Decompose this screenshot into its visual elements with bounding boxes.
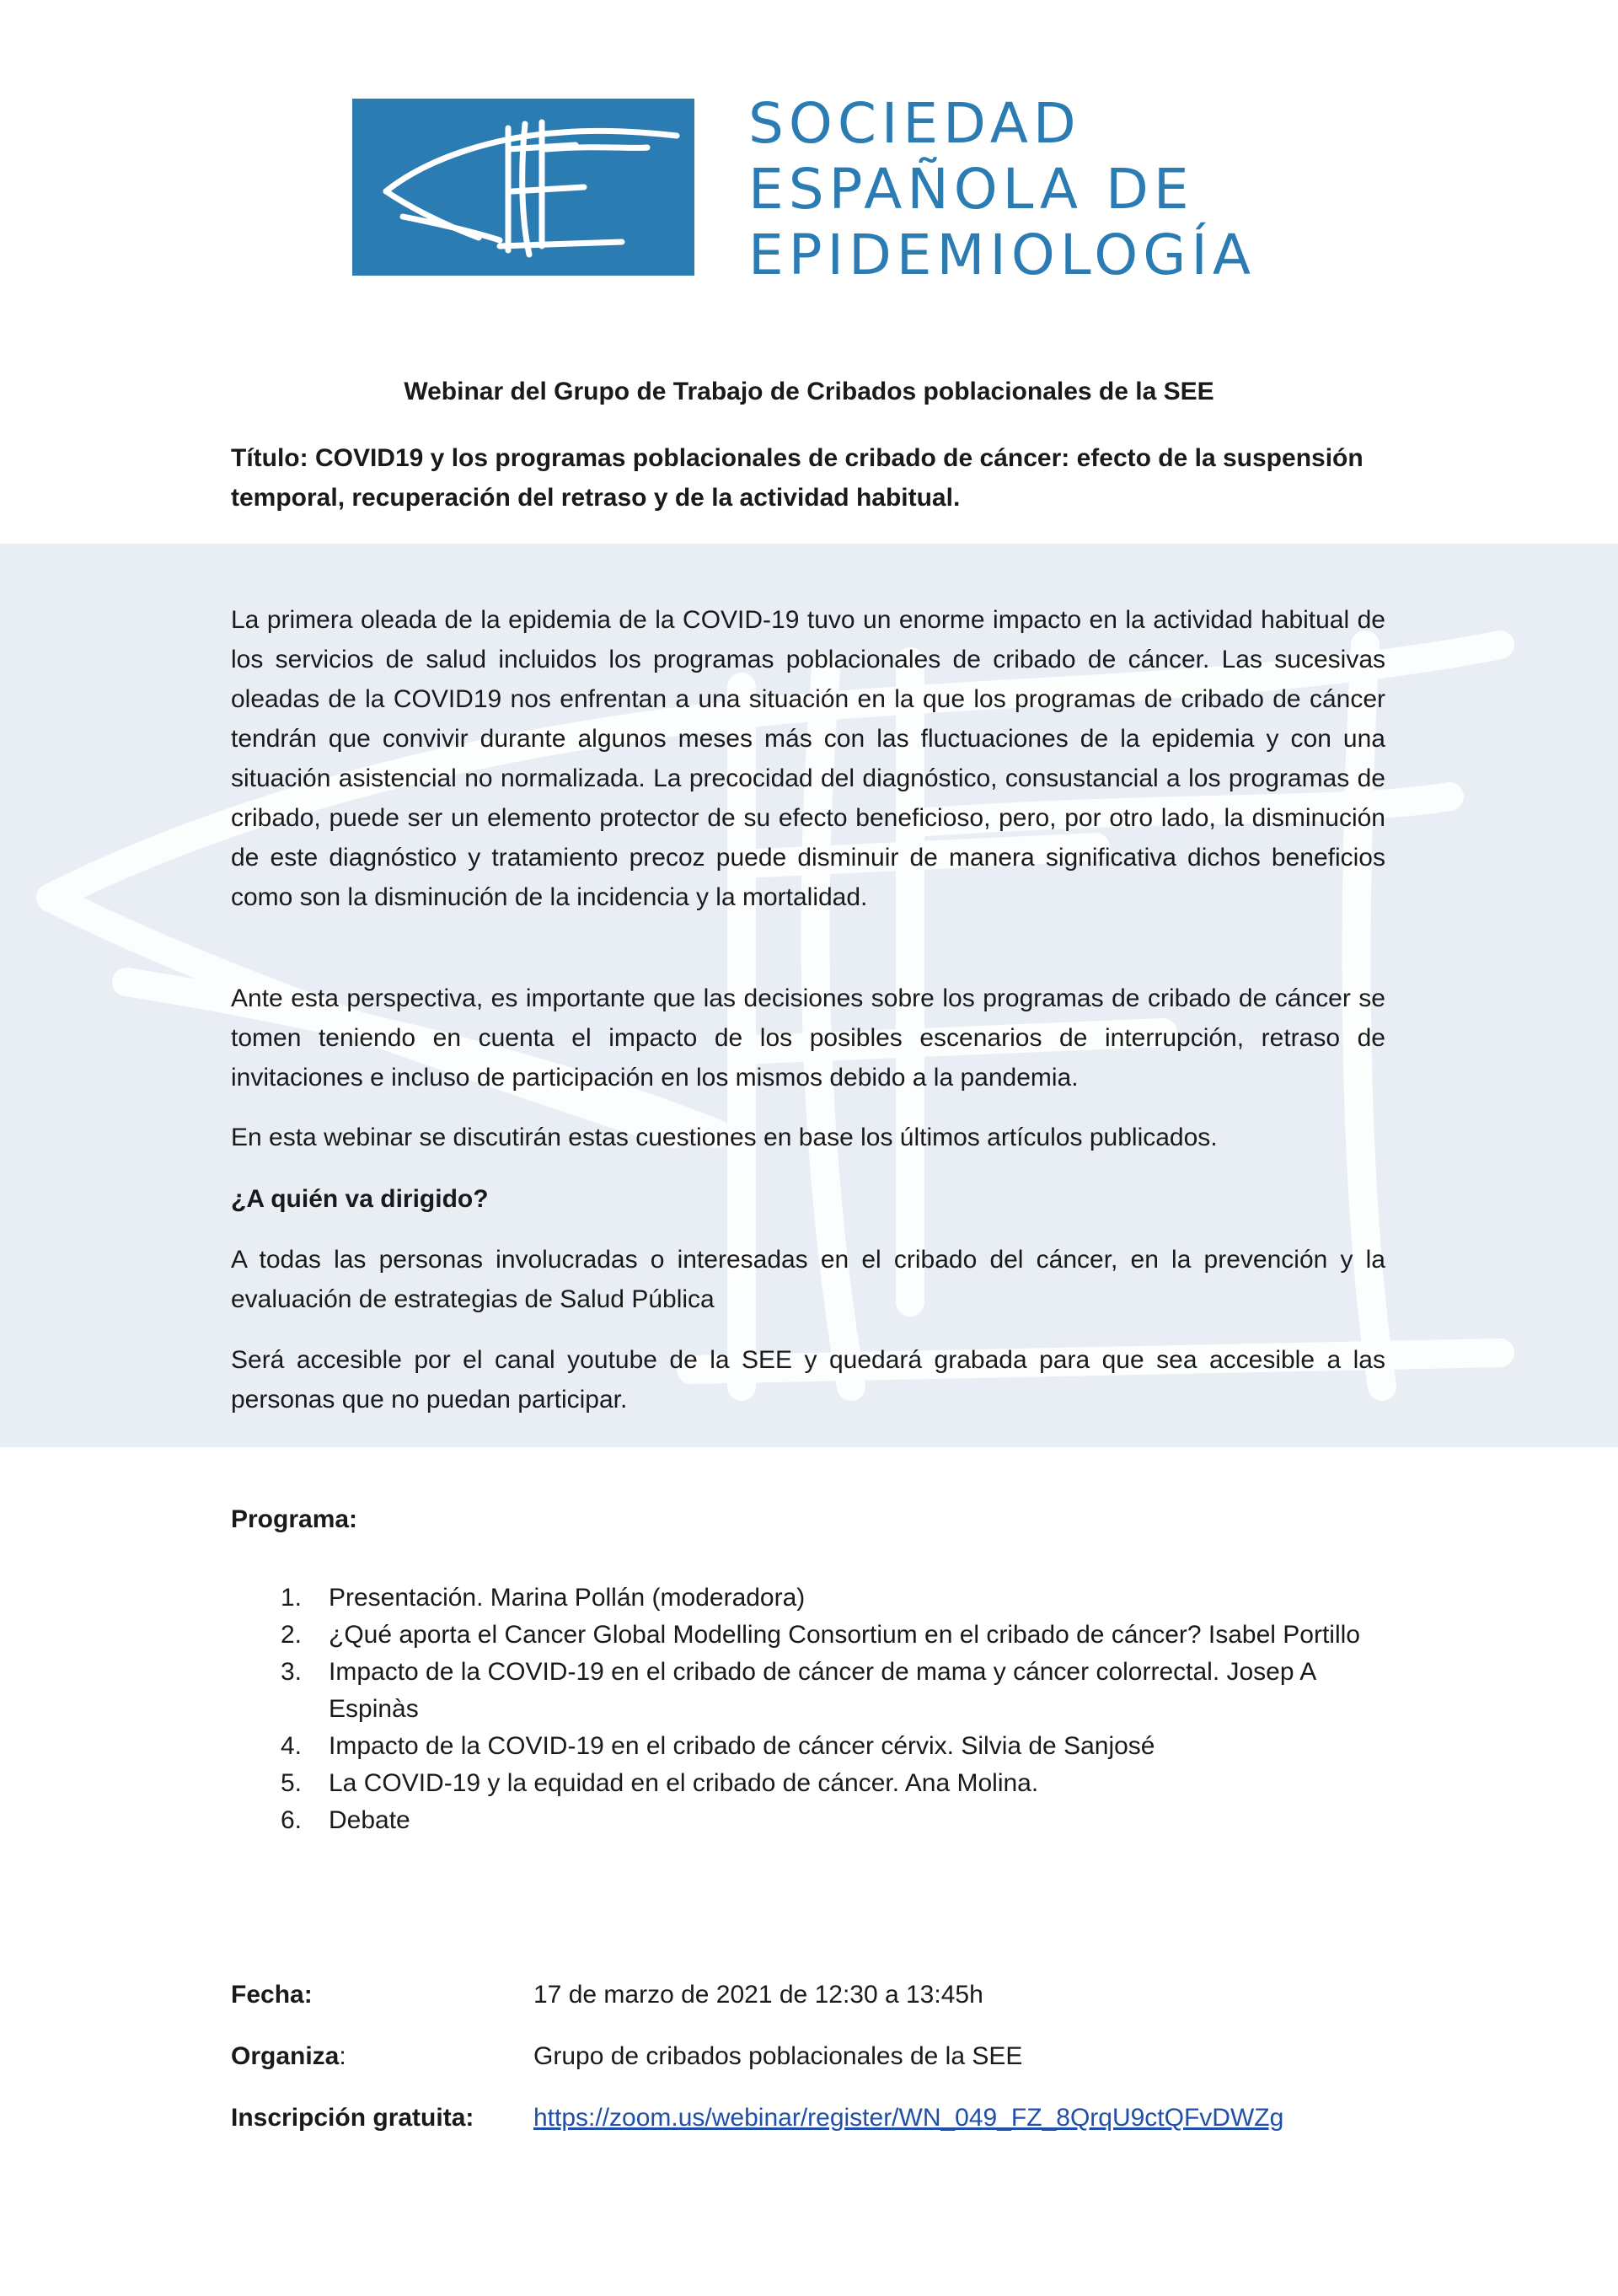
- intro-paragraph: La primera oleada de la epidemia de la COVID-19 tuvo un enorme impacto en la actividad habitual de los servicios de salud incluidos los programas poblacionales de cribado de cáncer. Las sucesivas oleadas de la COVID19 nos enfrentan a una situación en la que los programas de cribado de cáncer tendrán que convivir durante algunos meses más con las fluctuaciones de la epidemia y con una situación asistencial no normalizada. La precocidad del diagnóstico, consustancial a los programas de cribado, puede ser un elemento protector de su efecto beneficioso, pero, por otro lado, la disminución de este diagnóstico y tratamiento precoz puede disminuir de manera significativa dichos beneficios como son la disminución de la incidencia y la mortalidad.: [231, 606, 1385, 911]
- perspective-paragraph: Ante esta perspectiva, es importante que las decisiones sobre los programas de cribado de cáncer se tomen teniendo en cuenta el impacto de los posibles escenarios de interrupción, retraso de invitaciones e incluso de participación en los mismos debido a la pandemia.: [231, 984, 1385, 1092]
- fecha-label: Fecha:: [231, 1981, 313, 2009]
- access-paragraph: Será accesible por el canal youtube de la SEE y quedará grabada para que sea accesible a las personas que no puedan participar.: [231, 1346, 1385, 1414]
- see-logo-mark: [352, 99, 694, 276]
- organiza-label: Organiza:: [231, 2042, 346, 2070]
- organiza-value: Grupo de cribados poblacionales de la SEE: [533, 2042, 1023, 2070]
- list-item: [231, 1580, 1385, 1617]
- list-item: [231, 1765, 1385, 1802]
- list-item-number: 6.: [280, 1806, 302, 1834]
- list-item-text: Presentación. Marina Pollán (moderadora): [329, 1584, 806, 1612]
- list-item-number: 2.: [280, 1621, 302, 1649]
- fecha-value: 17 de marzo de 2021 de 12:30 a 13:45h: [533, 1981, 983, 2009]
- list-item-text: Impacto de la COVID-19 en el cribado de cáncer cérvix. Silvia de Sanjosé: [329, 1732, 1155, 1760]
- list-item-text: Impacto de la COVID-19 en el cribado de cáncer de mama y cáncer colorrectal. Josep A Espinàs: [329, 1658, 1315, 1723]
- list-item: [231, 1617, 1385, 1654]
- list-item-text: Debate: [329, 1806, 410, 1834]
- inscripcion-label: Inscripción gratuita:: [231, 2104, 474, 2132]
- discussion-paragraph: En esta webinar se discutirán estas cuestiones en base los últimos artículos publicados.: [231, 1124, 1218, 1151]
- programa-list: [231, 1580, 1385, 1839]
- org-name-line-1: SOCIEDAD: [748, 91, 1081, 156]
- audience-heading: ¿A quién va dirigido?: [231, 1185, 489, 1213]
- list-item: [231, 1654, 1385, 1728]
- list-item-text: La COVID-19 y la equidad en el cribado de cáncer. Ana Molina.: [329, 1769, 1039, 1797]
- list-item: [231, 1802, 1385, 1839]
- programa-heading: Programa:: [231, 1505, 358, 1533]
- see-logo-icon: [352, 99, 694, 276]
- registration-link[interactable]: https://zoom.us/webinar/register/WN_049_FZ_8QrqU9ctQFvDWZg: [533, 2104, 1284, 2132]
- list-item-number: 4.: [280, 1732, 302, 1760]
- list-item-text: ¿Qué aporta el Cancer Global Modelling Consortium en el cribado de cáncer? Isabel Portillo: [329, 1621, 1360, 1649]
- org-name: [748, 91, 1422, 288]
- org-name-line-3: EPIDEMIOLOGÍA: [748, 223, 1256, 287]
- list-item-number: 5.: [280, 1769, 302, 1797]
- org-name-line-2: ESPAÑOLA DE: [748, 157, 1194, 222]
- webinar-heading: Webinar del Grupo de Trabajo de Cribados poblacionales de la SEE: [404, 378, 1214, 405]
- list-item-number: 1.: [280, 1584, 302, 1612]
- webinar-title: Título: COVID19 y los programas poblacionales de cribado de cáncer: efecto de la suspensión temporal, recuperación del retraso y de la actividad habitual.: [231, 444, 1364, 512]
- audience-paragraph: A todas las personas involucradas o interesadas en el cribado del cáncer, en la prevención y la evaluación de estrategias de Salud Pública: [231, 1246, 1385, 1313]
- list-item: [231, 1728, 1385, 1765]
- list-item-number: 3.: [280, 1658, 302, 1686]
